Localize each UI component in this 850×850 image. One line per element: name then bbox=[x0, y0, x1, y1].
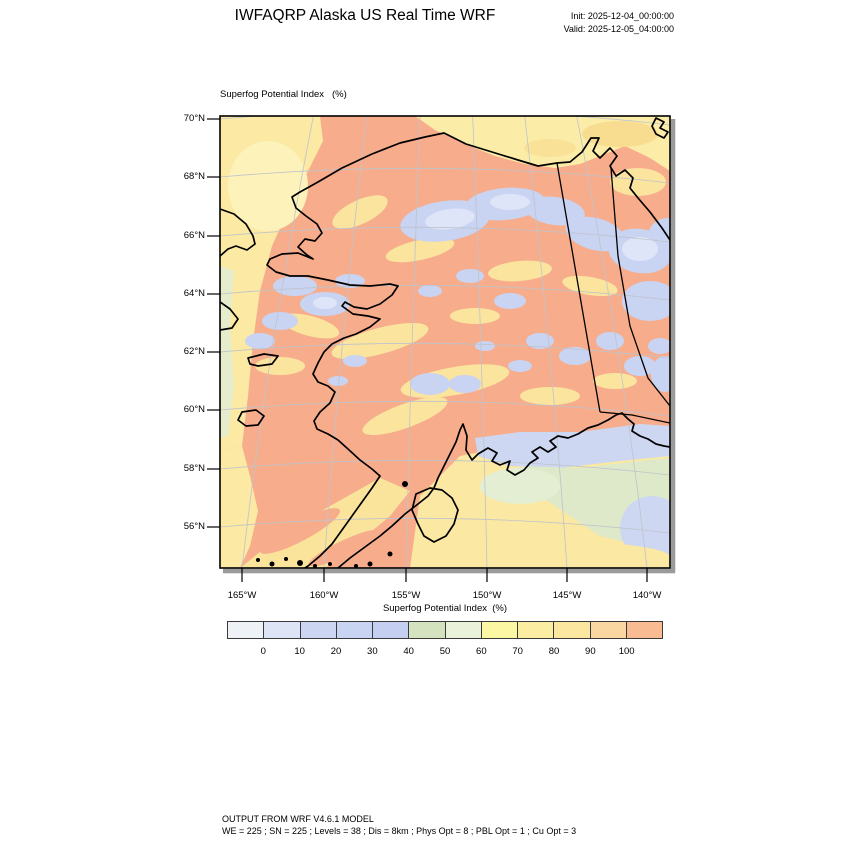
colorbar-tick-label: 10 bbox=[294, 646, 305, 657]
colorbar-cell bbox=[626, 622, 662, 638]
alaska-map bbox=[190, 98, 688, 590]
colorbar-cell bbox=[481, 622, 517, 638]
footer-line2: WE = 225 ; SN = 225 ; Levels = 38 ; Dis = 8km ; Phys Opt = 8 ; PBL Opt = 1 ; Cu Opt = 3 bbox=[222, 826, 577, 836]
lon-tick-label: 150°W bbox=[472, 590, 502, 601]
colorbar-cell bbox=[336, 622, 372, 638]
lon-tick-label: 160°W bbox=[309, 590, 339, 601]
page-title: IWFAQRP Alaska US Real Time WRF bbox=[234, 7, 496, 24]
init-time: Init: 2025-12-04_00:00:00 bbox=[570, 11, 674, 21]
colorbar-cell bbox=[408, 622, 444, 638]
colorbar-tick-label: 40 bbox=[403, 646, 414, 657]
colorbar-title: Superfog Potential Index (%) bbox=[382, 603, 508, 614]
colorbar-cell bbox=[445, 622, 481, 638]
colorbar-cell bbox=[553, 622, 589, 638]
lat-tick-label: 70°N bbox=[183, 113, 205, 124]
valid-time: Valid: 2025-12-05_04:00:00 bbox=[563, 24, 674, 34]
colorbar-tick-label: 70 bbox=[512, 646, 523, 657]
lat-tick-label: 66°N bbox=[183, 230, 205, 241]
lat-tick-label: 56°N bbox=[183, 521, 205, 532]
colorbar-tick-label: 30 bbox=[367, 646, 378, 657]
colorbar-cell bbox=[372, 622, 408, 638]
lat-tick-label: 68°N bbox=[183, 171, 205, 182]
colorbar-tick-label: 80 bbox=[548, 646, 560, 657]
lon-tick-label: 145°W bbox=[552, 590, 582, 601]
lat-tick-label: 64°N bbox=[183, 288, 205, 299]
colorbar-tick-label: 0 bbox=[260, 646, 266, 657]
lon-tick-label: 140°W bbox=[632, 590, 662, 601]
map-field bbox=[220, 110, 688, 573]
run-info bbox=[564, 10, 674, 36]
colorbar bbox=[227, 621, 663, 639]
lat-tick-label: 58°N bbox=[183, 463, 205, 474]
lat-tick-label: 62°N bbox=[183, 346, 205, 357]
colorbar-tick-label: 50 bbox=[439, 646, 451, 657]
colorbar-tick-label: 90 bbox=[585, 646, 596, 657]
lon-tick-label: 155°W bbox=[391, 590, 421, 601]
colorbar-cell bbox=[263, 622, 299, 638]
model-footer bbox=[222, 813, 576, 837]
map-variable-title: Superfog Potential Index (%) bbox=[220, 89, 347, 100]
colorbar-tick-label: 20 bbox=[330, 646, 342, 657]
colorbar-cell bbox=[517, 622, 553, 638]
colorbar-cell bbox=[590, 622, 626, 638]
footer-line1: OUTPUT FROM WRF V4.6.1 MODEL bbox=[222, 814, 374, 824]
lat-tick-label: 60°N bbox=[183, 404, 205, 415]
colorbar-tick-label: 100 bbox=[618, 646, 635, 657]
colorbar-cell bbox=[300, 622, 336, 638]
lon-tick-label: 165°W bbox=[227, 590, 257, 601]
colorbar-cell bbox=[228, 622, 263, 638]
colorbar-tick-label: 60 bbox=[476, 646, 487, 657]
